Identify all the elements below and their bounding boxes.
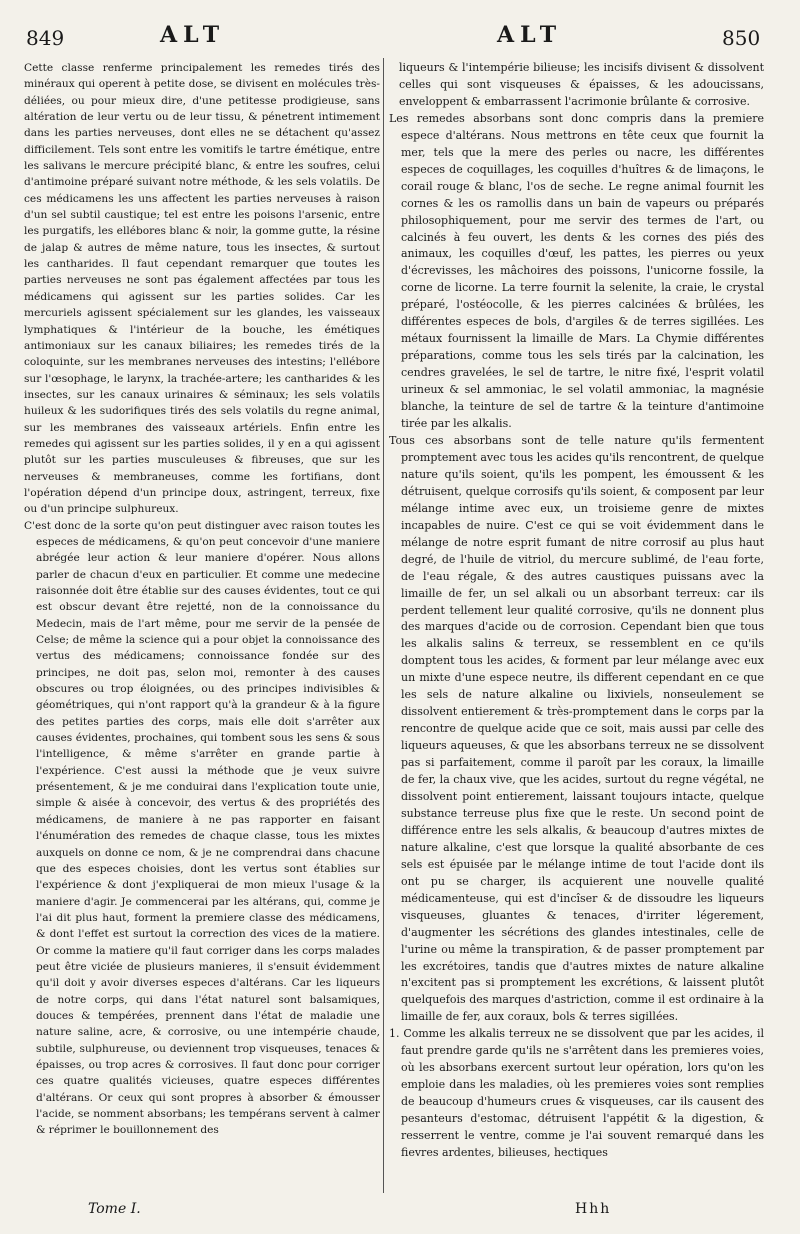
paragraph: liqueurs & l'intempérie bilieuse; les incisifs divisent & dissolvent celles qui sont visqueuses & épaisses, & les adoucissans, enveloppent & embarrassent l'acrimonie brûlante & corrosive.	[399, 61, 764, 108]
running-head-right: ALT	[497, 22, 563, 48]
paragraph: C'est donc de la sorte qu'on peut distinguer avec raison toutes les especes de médicamens, & qu'on peut concevoir d'une maniere abrégée leur action & leur maniere d'opérer. Nous allons parler de chacun d'eux en particulier. Et comme une medecine raisonnée doit être établie sur des causes évidentes, tout ce qui est obscur devant être rejetté, non de la connoissance du Medecin, mais de l'art même, pour me servir de la pensée de Celse; de même la science qui a pour objet la connoissance des vertus des médicamens; connoissance fondée sur des principes, ne doit pas, selon moi, remonter à des causes obscures ou trop éloignées, ou des principes indivisibles & géométriques, qui n'ont rapport qu'à la grandeur & à la figure des petites parties des corps, mais elle doit s'arrêter aux causes évidentes, prochaines, qui tombent sous les sens & sous l'intelligence, & même s'arrêter en grande partie à l'expérience. C'est aussi la méthode que je veux suivre présentement, & je me conduirai dans l'explication toute unie, simple & aisée à concevoir, des vertus & des propriétés des médicamens, de maniere à ne pas rapporter en faisant l'énumération des remedes de chaque classe, tous les mixtes auxquels on donne ce nom, & je ne comprendrai dans chacune que des especes choisies, dont les vertus sont établies sur l'expérience & dont j'expliquerai de mon mieux l'usage & la maniere d'agir. Je commencerai par les altérans, qui, comme je l'ai dit plus haut, forment la premiere classe des médicamens, & dont l'effet est surtout la correction des vices de la matiere. Or comme la matiere qu'il faut corriger dans les corps malades peut être viciée de plusieurs manieres, il s'ensuit évidemment qu'il doit y avoir diverses especes d'altérans. Car les liqueurs de notre corps, qui dans l'état naturel sont balsamiques, douces & tempérées, prennent dans l'état de maladie une nature saline, acre, & corrosive, ou une intempérie chaude, subtile, sulphureuse, ou deviennent trop visqueuses, tenaces & épaisses, ou trop acres & corrosives. Il faut donc pour corriger ces quatre qualités vicieuses, quatre especes différentes d'altérans. Or ceux qui sont propres à absorber & émousser l'acide, se nomment absorbans; les tempérans servent à calmer & réprimer le bouillonnement des	[24, 519, 380, 1137]
paragraph: Les remedes absorbans sont donc compris dans la premiere espece d'altérans. Nous mettrons en tête ceux que fournit la mer, tels que la mere des perles ou nacre, les différentes especes de coquillages, les coquilles d'huîtres & de limaçons, le corail rouge & blanc, l'os de seche. Le regne animal fournit les cornes & les os ramollis dans un bain de vapeurs ou préparés philosophiquement, pour me servir des termes de l'art, ou calcinés à feu ouvert, les dents & les cornes des piés des animaux, les coquilles d'œuf, les pattes, les pierres ou yeux d'écrevisses, les mâchoires des poissons, l'unicorne fossile, la corne de licorne. La terre fournit la selenite, la craie, le crystal préparé, l'ostéocolle, & les pierres calcinées & brûlées, les différentes especes de bols, d'argiles & de terres sigillées. Les métaux fournissent la limaille de Mars. La Chymie différentes préparations, comme tous les sels tirés par la calcination, les cendres gravelées, le sel de tartre, le nitre fixé, l'esprit volatil urineux & sel ammoniac, le sel volatil ammoniac, la magnésie blanche, la teinture de sel de tartre & la teinture d'antimoine tirée par les alkalis.	[389, 111, 764, 431]
right-column	[389, 60, 764, 1162]
paragraph: Cette classe renferme principalement les remedes tirés des minéraux qui operent à petite dose, se divisent en molécules très-déliées, ou pour mieux dire, d'une petitesse prodigieuse, sans altération de leur vertu ou de leur tissu, & pénetrent intimement dans les parties nerveuses, dont elles ne se détachent qu'assez difficilement. Tels sont entre les vomitifs le tartre émétique, entre les salivans le mercure précipité blanc, & entre les soufres, celui d'antimoine préparé suivant notre méthode, & les sels volatils. De ces médicamens les uns affectent les parties nerveuses à raison d'un sel subtil caustique; tel est entre les poisons l'arsenic, entre les purgatifs, les ellébores blanc & noir, la gomme gutte, la résine de jalap & autres de même nature, tous les insectes, & surtout les cantharides. Il faut cependant remarquer que toutes les parties nerveuses ne sont pas également affectées par tous les médicamens qui agissent sur les parties solides. Car les mercuriels agissent spécialement sur les glandes, les vaisseaux lymphatiques & l'intérieur de la bouche, les émétiques antimoniaux sur les canaux biliaires; les remedes tirés de la coloquinte, sur les membranes nerveuses des intestins; l'ellébore sur l'œsophage, le larynx, la trachée-artere; les cantharides & les insectes, sur les canaux urinaires & séminaux; les sels volatils huileux & les sudorifiques tirés des sels volatils du regne animal, sur les membranes des vaisseaux artériels. Enfin entre les remedes qui agissent sur les parties solides, il y en a qui agissent plutôt sur les parties musculeuses & fibreuses, que sur les nerveuses & membraneuses, comme les fortifians, dont l'opération dépend d'un principe doux, astringent, terreux, fixe ou d'un principe sulphureux.	[24, 62, 380, 516]
left-column	[24, 60, 380, 1139]
volume-label: Tome I.	[88, 1201, 141, 1217]
signature-mark: Hhh	[575, 1201, 612, 1217]
column-divider	[383, 58, 384, 1193]
page-number-right: 850	[722, 26, 761, 50]
running-head-left: ALT	[160, 22, 226, 48]
paragraph: 1. Comme les alkalis terreux ne se dissolvent que par les acides, il faut prendre garde qu'ils ne s'arrêtent dans les premieres voies, où les absorbans exercent surtout leur opération, lors qu'on les emploie dans les maladies, où les premieres voies sont remplies de beaucoup d'humeurs crues & visqueuses, car ils causent des pesanteurs d'estomac, détruisent l'appétit & la digestion, & resserrent le ventre, comme je l'ai souvent remarqué dans les fievres ardentes, bilieuses, hectiques	[389, 1027, 764, 1159]
page-number-left: 849	[26, 26, 65, 50]
paragraph: Tous ces absorbans sont de telle nature qu'ils fermentent promptement avec tous les acides qu'ils rencontrent, de quelque nature qu'ils soient, qu'ils les pompent, les émoussent & les détruisent, quelque corrosifs qu'ils soient, & composent par leur mélange intime avec eux, un troisieme genre de mixtes incapables de nuire. C'est ce qui se voit évidemment dans le mélange de notre esprit fumant de nitre corrosif au plus haut degré, de l'huile de vitriol, du mercure sublimé, de l'eau forte, de l'eau régale, & des autres caustiques puissans avec la limaille de fer, un sel alkali ou un absorbant terreux: car ils perdent tellement leur qualité corrosive, qu'ils ne donnent plus des marques d'acide ou de corrosion. Cependant bien que tous les alkalis salins & terreux, se ressemblent en ce qu'ils domptent tous les acides, & forment par leur mélange avec eux un mixte d'une espece neutre, ils different cependant en ce que les sels de nature alkaline ou lixiviels, nonseulement se dissolvent entierement & très-promptement dans le corps par la rencontre de quelque acide que ce soit, mais aussi par celle des liqueurs aqueuses, & que les absorbans terreux ne se dissolvent pas si parfaitement, comme il paroît par les coraux, la limaille de fer, la chaux vive, que les acides, surtout du regne végétal, ne dissolvent point entierement, laissant toujours intacte, quelque substance terreuse plus fixe que le reste. Un second point de différence entre les sels alkalis, & beaucoup d'autres mixtes de nature alkaline, c'est que lorsque la qualité absorbante de ces sels est épuisée par le mélange intime de tout l'acide dont ils ont pu se charger, ils acquierent une nouvelle qualité médicamenteuse, qui est d'incîser & de dissoudre les liqueurs visqueuses, gluantes & tenaces, d'irriter légerement, d'augmenter les sécrétions des glandes intestinales, celle de l'urine ou même la transpiration, & de passer promptement par les excrétoires, tandis que d'autres mixtes de nature alkaline n'excitent pas si promptement les excrétions, & laissent plutôt quelquefois des marques d'astriction, comme il est ordinaire à la limaille de fer, aux coraux, bols & terres sigillées.	[389, 433, 764, 1024]
